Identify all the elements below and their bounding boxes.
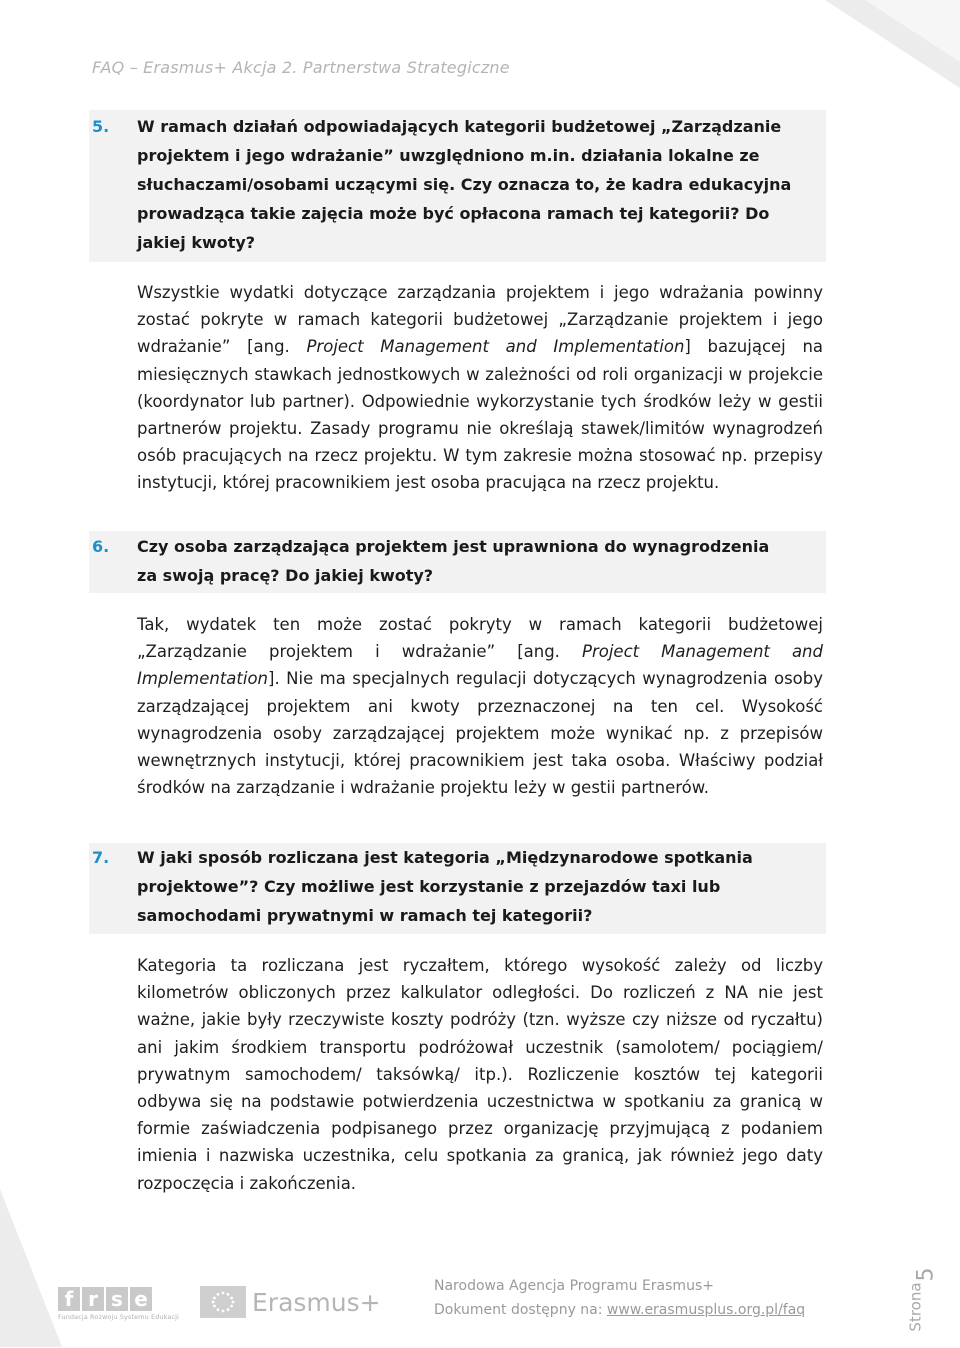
frse-logo (58, 1287, 179, 1321)
frse-letter: e (130, 1287, 152, 1311)
footer-document-link-line (434, 1302, 805, 1318)
answer-italic-term: Project Management and Implementation (137, 642, 823, 689)
question-line: prowadząca takie zajęcia może być opłacona ramach tej kategorii? Do (137, 204, 770, 223)
page-number: 5 (913, 1267, 939, 1282)
question-text (137, 532, 826, 590)
question-7 (89, 843, 826, 934)
question-line: za swoją pracę? Do jakiej kwoty? (137, 566, 434, 585)
answer-italic-term: Project Management and Implementation (306, 337, 685, 357)
question-line: W jaki sposób rozliczana jest kategoria „Międzynarodowe spotkania (137, 848, 753, 867)
page-indicator (905, 1268, 955, 1348)
question-line: samochodami prywatnymi w ramach tej kategorii? (137, 906, 593, 925)
question-text (137, 843, 826, 930)
answer-text: Kategoria ta rozliczana jest ryczałtem, którego wysokość zależy od liczby kilometrów obliczonych przez kalkulator odległości. Do rozliczeń z NA nie jest ważne, jakie były rzeczywiste koszty podróży (tzn. wyższe czy niższe od ryczałtu) ani jakim środkiem transportu podróżował uczestnik (samolotem/ pociągiem/ prywatnym samochodem/ taksówką/ itp.). Rozliczenie kosztów tej kategorii odbywa się na podstawie potwierdzenia uczestnictwa w spotkaniu za granicą w formie zaświadczenia podpisanego przez organizację przyjmującą z podaniem imienia i nazwiska uczestnika, celu spotkania za granicą, jak również jego daty rozpoczęcia i zakończenia. (137, 956, 823, 1193)
question-line: projektowe”? Czy możliwe jest korzystanie z przejazdów taxi lub (137, 877, 721, 896)
frse-letter: f (58, 1287, 80, 1311)
answer-6 (137, 611, 823, 801)
frse-letter: s (106, 1287, 128, 1311)
question-line: W ramach działań odpowiadających kategorii budżetowej „Zarządzanie (137, 117, 782, 136)
answer-5 (137, 279, 823, 497)
question-number: 7. (92, 848, 110, 867)
eu-flag-icon (200, 1286, 246, 1318)
frse-letters (58, 1287, 179, 1311)
erasmus-logo (200, 1286, 381, 1318)
footer-doc-prefix: Dokument dostępny na: (434, 1302, 607, 1318)
footer-agency: Narodowa Agencja Programu Erasmus+ (434, 1278, 714, 1294)
question-line: jakiej kwoty? (137, 233, 256, 252)
footer-link[interactable]: www.erasmusplus.org.pl/faq (606, 1302, 806, 1318)
question-number: 6. (92, 537, 110, 556)
question-text (137, 112, 826, 257)
question-line: słuchaczami/osobami uczącymi się. Czy oznacza to, że kadra edukacyjna (137, 175, 792, 194)
answer-7 (137, 952, 823, 1197)
question-5 (89, 110, 826, 262)
page-label: Strona (906, 1282, 925, 1332)
frse-subtitle: Fundacja Rozwoju Systemu Edukacji (58, 1313, 179, 1321)
corner-decoration-bottom-left (0, 1189, 62, 1347)
answer-text: ] bazującej na miesięcznych stawkach jednostkowych w zależności od roli organizacji w projekcie (koordynator lub partner). Odpowiednie wykorzystanie tych środków leży w gestii partnerów projektu. Zasady programu nie określają stawek/limitów wynagrodzeń osób pracujących na rzecz projektu. W tym zakresie można stosować np. przepisy instytucji, której pracownikiem jest osoba pracująca na rzecz projektu. (137, 337, 824, 493)
erasmus-wordmark: Erasmus+ (252, 1287, 381, 1317)
answer-text: Tak, wydatek ten może zostać pokryty w ramach kategorii budżetowej „Zarządzanie projektem i wdrażanie” [ang. (137, 615, 823, 662)
frse-letter: r (82, 1287, 104, 1311)
question-6 (89, 531, 826, 593)
question-number: 5. (92, 117, 110, 136)
question-line: projektem i jego wdrażanie” uwzględniono m.in. działania lokalne ze (137, 146, 760, 165)
question-line: Czy osoba zarządzająca projektem jest uprawniona do wynagrodzenia (137, 537, 770, 556)
corner-decoration-top-right-inner (865, 0, 960, 62)
page-header: FAQ – Erasmus+ Akcja 2. Partnerstwa Strategiczne (92, 58, 510, 77)
answer-text: Wszystkie wydatki dotyczące zarządzania projektem i jego wdrażania powinny zostać pokryte w ramach kategorii budżetowej „Zarządzanie projektem i jego wdrażanie” [ang. (137, 283, 823, 357)
answer-text: ]. Nie ma specjalnych regulacji dotyczących wynagrodzenia osoby zarządzającej projektem ani kwoty przeznaczonej na ten cel. Wysokość wynagrodzenia osoby zarządzającej projektem może wynikać np. z przepisów wewnętrznych instytucji, której pracownikiem jest taka osoba. Właściwy podział środków na zarządzanie i wdrażanie projektu leży w gestii partnerów. (137, 669, 823, 798)
